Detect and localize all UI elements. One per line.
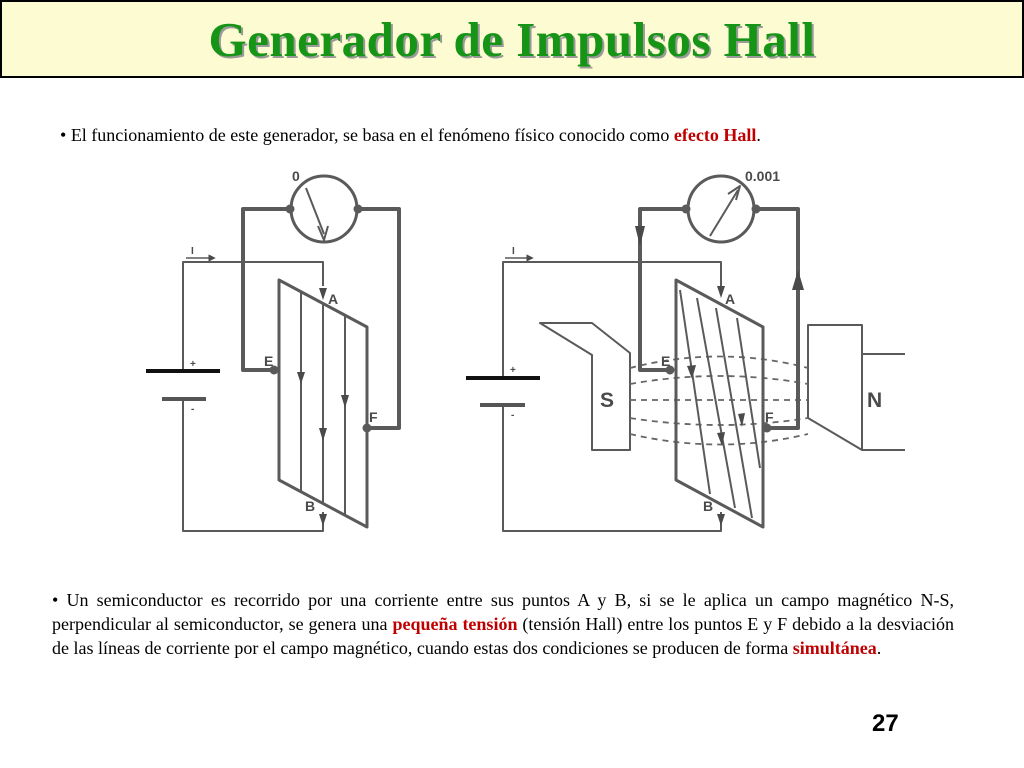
- intro-end: .: [756, 125, 761, 145]
- left-point-e: E: [264, 353, 274, 369]
- magnet-south-label: S: [600, 389, 615, 412]
- slide-title: Generador de Impulsos Hall: [208, 11, 816, 67]
- battery-left-plus: +: [190, 359, 196, 370]
- magnet-north-label: N: [867, 389, 883, 412]
- intro-bullet: •: [60, 125, 67, 145]
- left-point-b: B: [305, 498, 316, 514]
- figure-right: [466, 176, 905, 531]
- page-number: 27: [872, 710, 899, 737]
- battery-right-minus: -: [511, 410, 515, 421]
- body-part2: (tensión Hall) entre los puntos E y F debido a la desviación de las líneas de corriente por el campo magnético, cuando estas dos condiciones se producen de forma: [52, 614, 954, 658]
- right-point-e: E: [661, 353, 671, 369]
- figure-right-labels: [510, 168, 882, 514]
- current-left-label: I: [191, 246, 194, 257]
- figure-left-labels: [190, 168, 378, 514]
- battery-left-minus: -: [191, 404, 195, 415]
- left-point-a: A: [328, 291, 339, 307]
- explanation-paragraph: [52, 588, 954, 660]
- body-bullet: •: [52, 590, 59, 610]
- right-point-f: F: [765, 409, 774, 425]
- body-highlight-tension: pequeña tensión: [392, 614, 518, 634]
- right-point-a: A: [725, 291, 736, 307]
- meter-right-icon: [688, 176, 754, 242]
- current-right-label: I: [512, 246, 515, 257]
- battery-right-plus: +: [510, 365, 516, 376]
- intro-text: El funcionamiento de este generador, se basa en el fenómeno físico conocido como: [66, 125, 674, 145]
- right-point-b: B: [703, 498, 714, 514]
- body-part3: .: [876, 638, 882, 658]
- body-highlight-simultanea: simultánea: [792, 638, 877, 658]
- meter-right-reading: 0.001: [745, 168, 781, 184]
- body-part1: Un semiconductor es recorrido por una corriente entre sus puntos A y B, si se le aplica un campo magnético N-S, perpendicular al semiconductor, se genera una: [52, 590, 954, 634]
- magnet-south: [540, 323, 630, 450]
- meter-left-reading: 0: [292, 168, 300, 184]
- magnet-north: [808, 325, 862, 450]
- intro-highlight: efecto Hall: [673, 125, 757, 145]
- left-point-f: F: [369, 409, 378, 425]
